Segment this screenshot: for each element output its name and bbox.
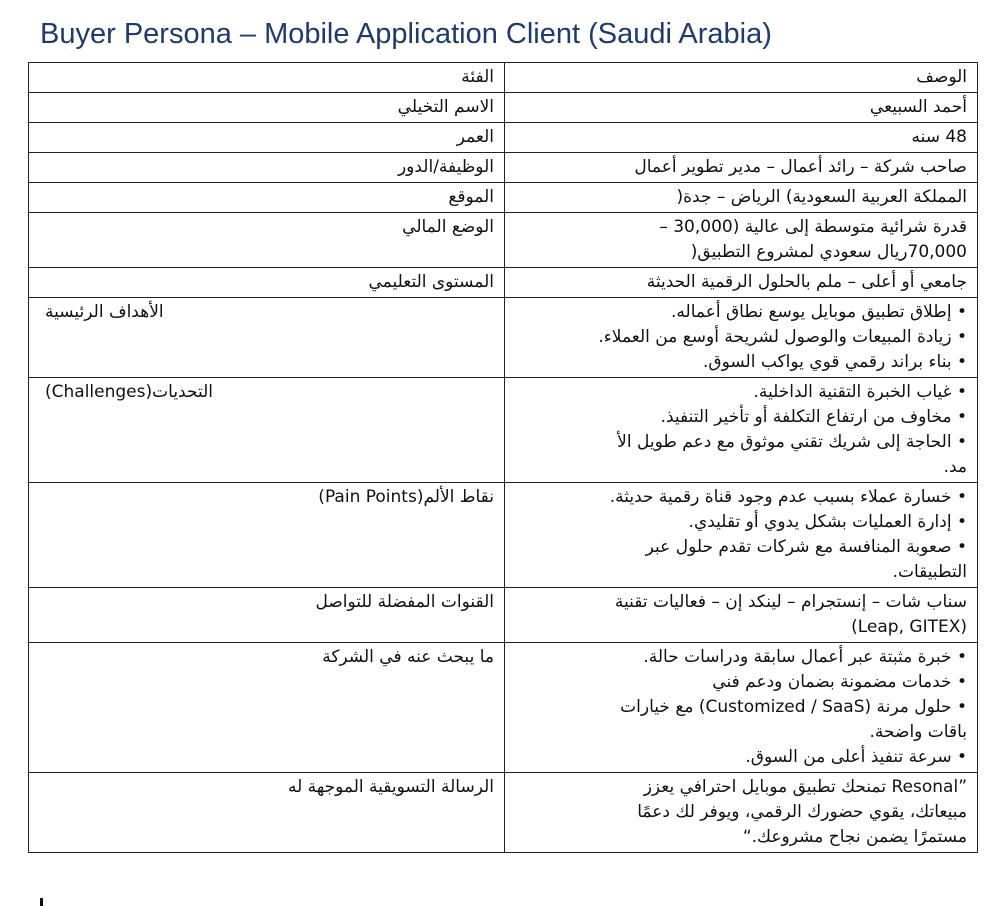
description-line: جامعي أو أعلى – ملم بالحلول الرقمية الحديثة xyxy=(646,272,967,292)
table-row xyxy=(29,483,978,588)
category-label: القنوات المفضلة للتواصل xyxy=(315,592,494,612)
description-line: مبيعاتك، يقوي حضورك الرقمي، ويوفر لك دعمًا xyxy=(637,802,967,822)
description-cell xyxy=(505,123,978,153)
category-label: الموقع xyxy=(448,187,494,207)
description-line: مستمرًا يضمن نجاح مشروعك.“ xyxy=(742,827,967,847)
table-row xyxy=(29,378,978,483)
header-description-cell xyxy=(505,63,978,93)
category-label: العمر xyxy=(456,127,494,147)
description-line: • إطلاق تطبيق موبايل يوسع نطاق أعماله. xyxy=(671,302,967,322)
header-category: الفئة xyxy=(461,67,494,87)
description-cell xyxy=(505,213,978,268)
description-line: • بناء براند رقمي قوي يواكب السوق. xyxy=(703,352,967,372)
category-label: ما يبحث عنه في الشركة xyxy=(322,647,494,667)
table-row xyxy=(29,298,978,378)
description-line: قدرة شرائية متوسطة إلى عالية (30,000 – xyxy=(659,217,967,237)
description-line: المملكة العربية السعودية) الرياض – جدة( xyxy=(676,187,967,207)
table-row xyxy=(29,213,978,268)
description-line: أحمد السبيعي xyxy=(869,97,967,117)
persona-table xyxy=(28,62,978,853)
description-line: • سرعة تنفيذ أعلى من السوق. xyxy=(745,747,967,767)
category-cell xyxy=(29,213,505,268)
description-line: • صعوبة المنافسة مع شركات تقدم حلول عبر xyxy=(645,537,967,557)
description-line: • خسارة عملاء بسبب عدم وجود قناة رقمية حديثة. xyxy=(609,487,967,507)
description-line: ”Resonal تمنحك تطبيق موبايل احترافي يعزز xyxy=(643,777,967,797)
description-line: 70,000ريال سعودي لمشروع التطبيق( xyxy=(690,242,967,262)
table-row xyxy=(29,588,978,643)
category-cell xyxy=(29,588,505,643)
table-row xyxy=(29,773,978,853)
category-cell xyxy=(29,643,505,773)
description-line: مد. xyxy=(943,457,967,477)
description-line: • الحاجة إلى شريك تقني موثوق مع دعم طويل الأ xyxy=(617,432,967,452)
description-line: • حلول مرنة (Customized / SaaS) مع خيارات xyxy=(620,697,967,717)
description-line: • خبرة مثبتة عبر أعمال سابقة ودراسات حالة. xyxy=(643,647,967,667)
description-cell xyxy=(505,643,978,773)
category-cell xyxy=(29,483,505,588)
table-row xyxy=(29,268,978,298)
description-cell xyxy=(505,588,978,643)
description-line: • إدارة العمليات بشكل يدوي أو تقليدي. xyxy=(688,512,967,532)
table-row xyxy=(29,123,978,153)
description-line: • خدمات مضمونة بضمان ودعم فني xyxy=(712,672,967,692)
table-row xyxy=(29,643,978,773)
category-cell xyxy=(29,378,505,483)
category-label: التحديات(Challenges) xyxy=(45,382,213,402)
text-cursor xyxy=(40,898,43,906)
description-cell xyxy=(505,298,978,378)
category-label: الوضع المالي xyxy=(402,217,494,237)
category-label: الأهداف الرئيسية xyxy=(45,302,164,322)
description-line: 48 سنه xyxy=(911,127,967,147)
category-cell xyxy=(29,93,505,123)
category-cell xyxy=(29,153,505,183)
description-line: سناب شات – إنستجرام – لينكد إن – فعاليات تقنية xyxy=(614,592,967,612)
description-line: (Leap, GITEX) xyxy=(851,617,967,637)
header-category-cell xyxy=(29,63,505,93)
category-cell xyxy=(29,298,505,378)
category-label: الرسالة التسويقية الموجهة له xyxy=(287,777,494,797)
description-line: • غياب الخبرة التقنية الداخلية. xyxy=(753,382,967,402)
description-line: صاحب شركة – رائد أعمال – مدير تطوير أعمال xyxy=(634,157,967,177)
description-cell xyxy=(505,93,978,123)
description-cell xyxy=(505,183,978,213)
table-row xyxy=(29,183,978,213)
description-line: التطبيقات. xyxy=(892,562,967,582)
table-header-row xyxy=(29,63,978,93)
category-cell xyxy=(29,123,505,153)
category-cell xyxy=(29,773,505,853)
description-cell xyxy=(505,773,978,853)
category-label: نقاط الألم(Pain Points) xyxy=(318,487,494,507)
category-cell xyxy=(29,268,505,298)
category-label: المستوى التعليمي xyxy=(368,272,494,292)
table-row xyxy=(29,93,978,123)
description-cell xyxy=(505,153,978,183)
category-label: الاسم التخيلي xyxy=(397,97,494,117)
page-title: Buyer Persona – Mobile Application Client (Saudi Arabia) xyxy=(40,18,772,50)
description-line: باقات واضحة. xyxy=(869,722,967,742)
description-line: • زيادة المبيعات والوصول لشريحة أوسع من العملاء. xyxy=(598,327,967,347)
category-label: الوظيفة/الدور xyxy=(397,157,494,177)
header-description: الوصف xyxy=(916,67,967,87)
table-row xyxy=(29,153,978,183)
category-cell xyxy=(29,183,505,213)
description-line: • مخاوف من ارتفاع التكلفة أو تأخير التنفيذ. xyxy=(660,407,967,427)
description-cell xyxy=(505,378,978,483)
description-cell xyxy=(505,268,978,298)
description-cell xyxy=(505,483,978,588)
